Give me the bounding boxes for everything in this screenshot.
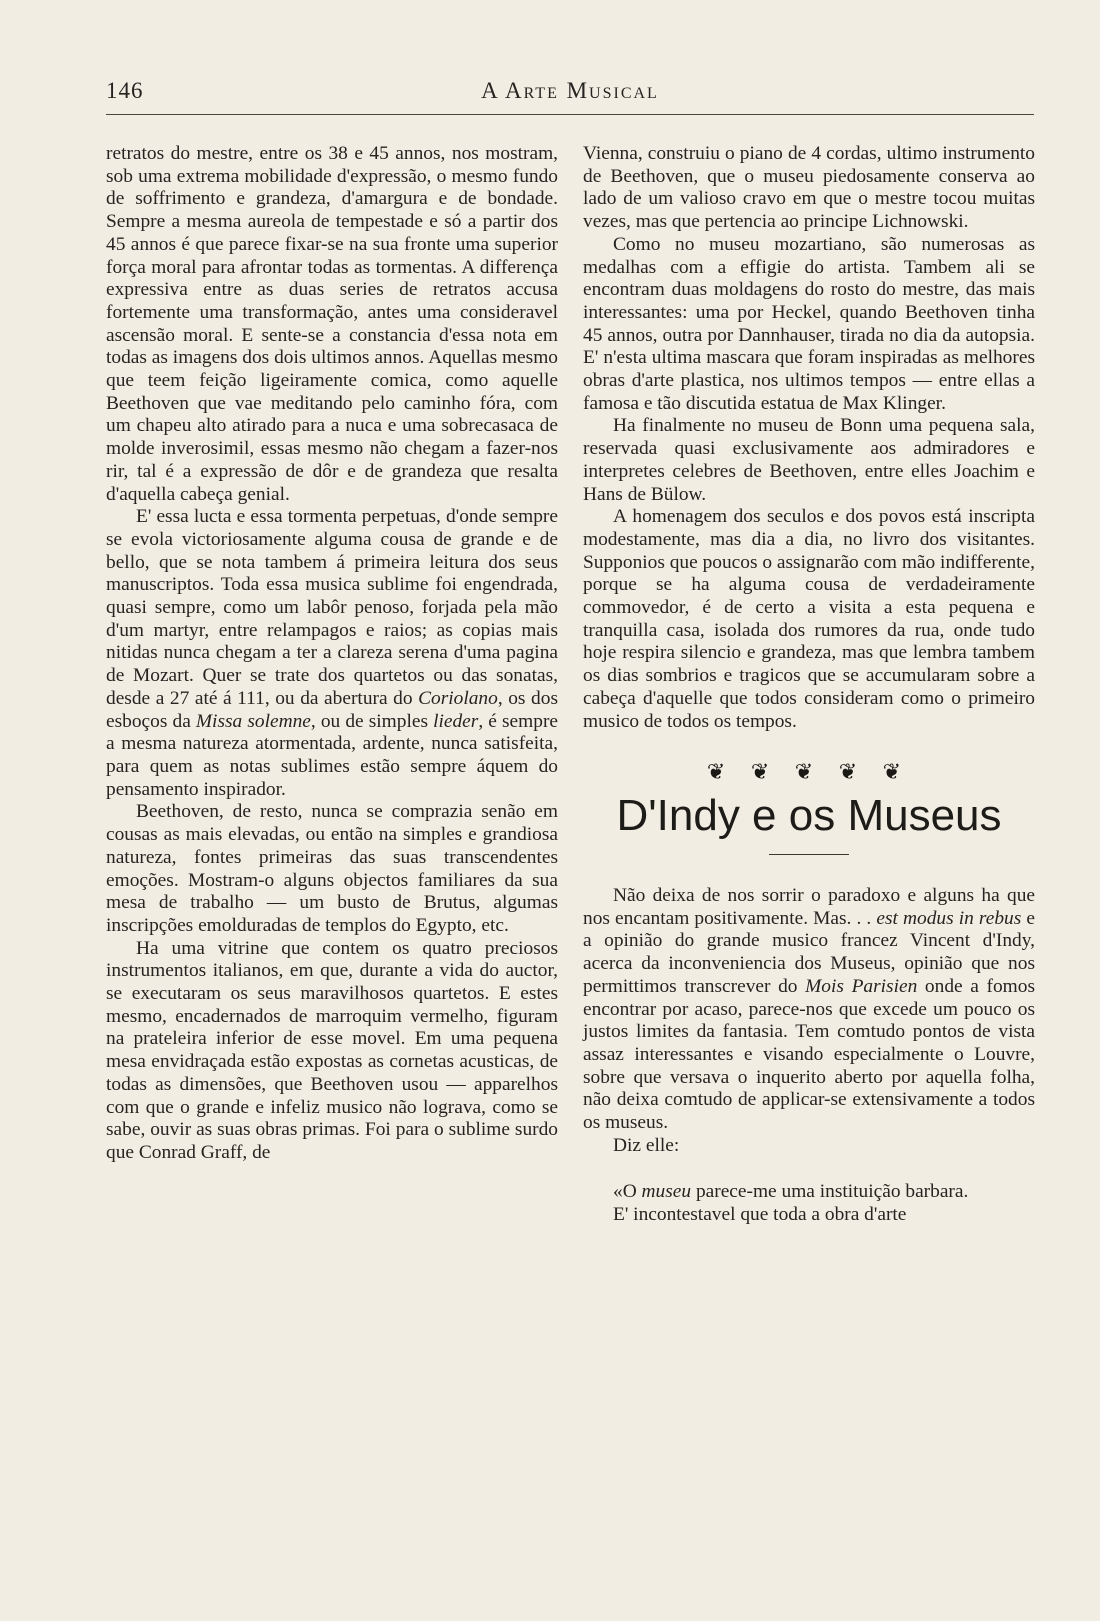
paragraph: Não deixa de nos sorrir o paradoxo e alguns ha que nos encantam positivamente. Mas. . . est modus in rebus e a opinião do grande musico francez Vincent d'Indy, acerca da inconveniencia dos Museus, opinião que nos permittimos transcrever do Mois Parisien onde a fomos encontrar por acaso, parece-nos que excede um pouco os justos limites da fantasia. Tem comtudo pontos de vista assaz interessantes e visando especialmente o Louvre, sobre que versava o inquerito aberto por aquella folha, não deixa comtudo de applicar-se extensivamente a todos os museus. xyxy=(583,884,1035,1134)
work-title: lieder xyxy=(433,710,479,732)
paragraph: Diz elle: xyxy=(613,1134,680,1156)
latin-phrase: est modus in rebus xyxy=(876,907,1022,929)
ornament-divider: ❦ ❦ ❦ ❦ ❦ xyxy=(706,759,912,785)
paragraph: Beethoven, de resto, nunca se comprazia senão em cousas as mais elevadas, ou então na simples e grandiosa natureza, fontes primeiras das suas transcendentes emoções. Mostram-o alguns objectos familiares da sua mesa de trabalho — um busto de Brutus, algumas inscripções emolduradas de templos do Egypto, etc. xyxy=(106,801,558,936)
emphasis: museu xyxy=(641,1181,692,1203)
work-title: Missa solemne xyxy=(195,710,311,732)
page-number: 146 xyxy=(106,78,144,103)
paragraph: E' essa lucta e essa tormenta perpetuas, d'onde sempre se evola victoriosamente alguma cousa de grande e de bello, que se nota tambem á primeira leitura dos seus manuscriptos. Toda essa musica sublime foi engendrada, quasi sempre, como um labôr penoso, forjada pela mão d'um martyr, entre relampagos e raios; as copias mais nitidas nunca chegam a ter a clareza serena d'uma pagina de Mozart. Quer se trate dos quartetos ou das sonatas, desde a 27 até á 111, ou da abertura do Coriolano, os dos esboços da Missa solemne, ou de simples lieder, é sempre a mesma natureza atormentada, ardente, nunca satisfeita, para quem as notas sublimes estão sempre áquem do pensamento inspirador. xyxy=(106,506,559,800)
article-title: D'Indy e os Museus xyxy=(616,790,1002,840)
journal-title: Mois Parisien xyxy=(805,975,918,997)
right-column xyxy=(583,143,1035,1227)
paragraph: retratos do mestre, entre os 38 e 45 annos, nos mostram, sob uma extrema mobilidade d'expressão, o mesmo fundo de soffrimento e grandeza, d'amargura e de bondade. Sempre a mesma aureola de tempestade e só a partir dos 45 annos é que parece fixar-se na sua fronte uma superior força moral para afrontar todas as tormentas. A differença expressiva entre as duas series de retratos accusa fortemente uma transformação, antes uma consideravel ascensão moral. E sente-se a constancia d'essa nota em todas as imagens dos dois ultimos annos. Aquellas mesmo que teem feição ligeiramente comica, como aquelle Beethoven que vae meditando pelo caminho fóra, com um chapeu alto atirado para a nuca e uma sobrecasaca de molde inverosimil, essas mesmo não chegam a fazer-nos rir, tal é a expressão de dôr e de grandeza que resalta d'aquella cabeça genial. xyxy=(106,143,558,505)
running-title: A Arte Musical xyxy=(481,78,659,103)
paragraph: Vienna, construiu o piano de 4 cordas, ultimo instrumento de Beethoven, que o museu piedosamente conserva ao lado de um valioso cravo em que o mestre tocou muitas vezes, mas que pertencia ao principe Lichnowski. xyxy=(583,143,1035,233)
paragraph: A homenagem dos seculos e dos povos está inscripta modestamente, mas dia a dia, no livro dos visitantes. Supponios que poucos o assignarão com mão indifferente, porque se ha alguma cousa de verdadeiramente commovedor, é de certo a visita a esta pequena e tranquilla casa, isolada dos rumores da rua, onde tudo hoje respira silencio e grandeza, mas que lembra tambem os dias sombrios e tragicos que se accumularam sobre a cabeça d'aquelle que todos consideram como o primeiro musico de todos os tempos. xyxy=(583,506,1035,732)
paragraph: E' incontestavel que toda a obra d'arte xyxy=(613,1204,907,1226)
work-title: Coriolano xyxy=(418,687,498,709)
paragraph: Ha finalmente no museu de Bonn uma pequena sala, reservada quasi exclusivamente aos admiradores e interpretes celebres de Beethoven, entre elles Joachim e Hans de Bülow. xyxy=(583,415,1035,505)
quote-paragraph: «O museu parece-me uma instituição barbara. xyxy=(613,1181,969,1203)
page-header xyxy=(106,72,1034,108)
paragraph: Como no museu mozartiano, são numerosas as medalhas com a effigie do artista. Tambem ali se encontram duas moldagens do rosto do mestre, das mais interessantes: uma por Heckel, quando Beethoven tinha 45 annos, outra por Dannhauser, tirada no dia da autopsia. E' n'esta ultima mascara que foram inspiradas as melhores obras d'arte plastica, nos ultimos tempos — entre ellas a famosa e tão discutida estatua de Max Klinger. xyxy=(583,233,1035,414)
left-column xyxy=(106,143,558,1165)
paragraph: Ha uma vitrine que contem os quatro preciosos instrumentos italianos, em que, durante a vida do auctor, se executaram os seus maravilhosos quartetos. E estes mesmo, encadernados de marroquim vermelho, figuram na prateleira inferior de esse movel. Em uma pequena mesa envidraçada estão expostas as cornetas acusticas, de todas as dimensões, que Beethoven usou — apparelhos com que o grande e infeliz musico não lograva, como se sabe, ouvir as suas obras primas. Foi para o sublime surdo que Conrad Graff, de xyxy=(106,937,558,1163)
title-rule xyxy=(769,854,849,855)
header-rule xyxy=(106,114,1034,115)
